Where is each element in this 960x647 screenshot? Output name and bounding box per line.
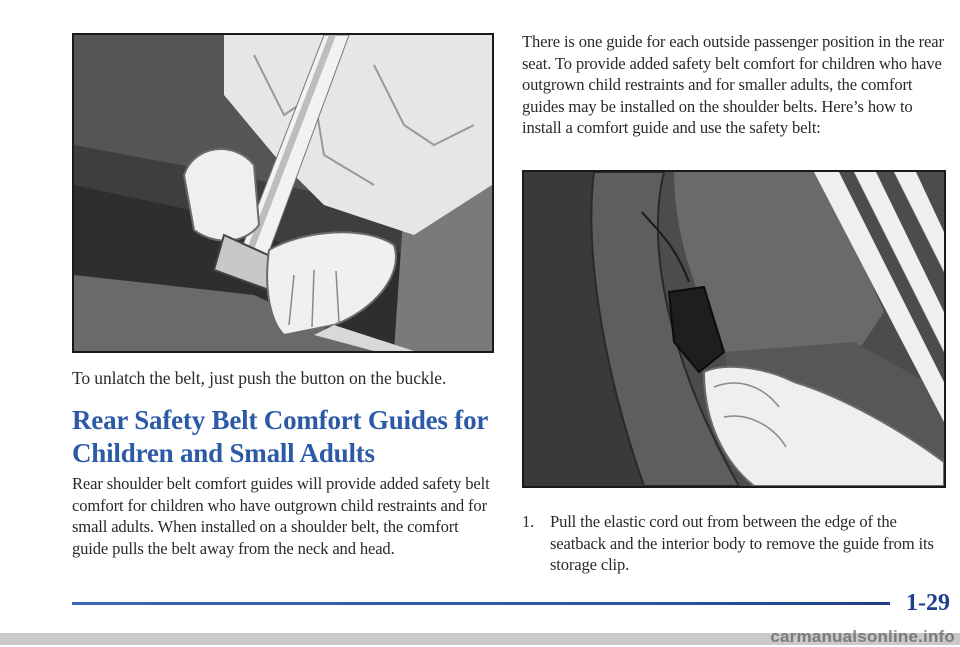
step-text: Pull the elastic cord out from between the edge of the seatback and the interior body to remove the guide from its storage clip. — [550, 512, 934, 574]
section-heading — [72, 404, 502, 470]
comfort-guides-intro-paragraph: Rear shoulder belt comfort guides will provide added safety belt comfort for children who have outgrown child restraints and for small adults. When installed on a shoulder belt, the comfort guide pulls the belt away from the neck and head. — [72, 474, 490, 558]
instruction-step — [522, 511, 942, 576]
section-heading-line2: Children and Small Adults — [72, 438, 375, 468]
step-number: 1. — [522, 512, 535, 531]
section-heading-line1: Rear Safety Belt Comfort Guides for — [72, 405, 489, 435]
buckle-unlatch-illustration — [72, 33, 494, 353]
footer-rule — [72, 602, 890, 605]
comfort-guide-illustration — [522, 170, 946, 488]
page-number: 1-29 — [906, 590, 950, 616]
unlatch-caption: To unlatch the belt, just push the button on the buckle. — [72, 368, 447, 388]
watermark: carmanualsonline.info — [770, 627, 955, 646]
comfort-guide-description-paragraph: There is one guide for each outside passenger position in the rear seat. To provide added safety belt comfort for children who have outgrown child restraints and for smaller adults, the comfort guides may be installed on the shoulder belts. Here’s how to install a comfort guide and use the safety belt: — [522, 32, 944, 137]
